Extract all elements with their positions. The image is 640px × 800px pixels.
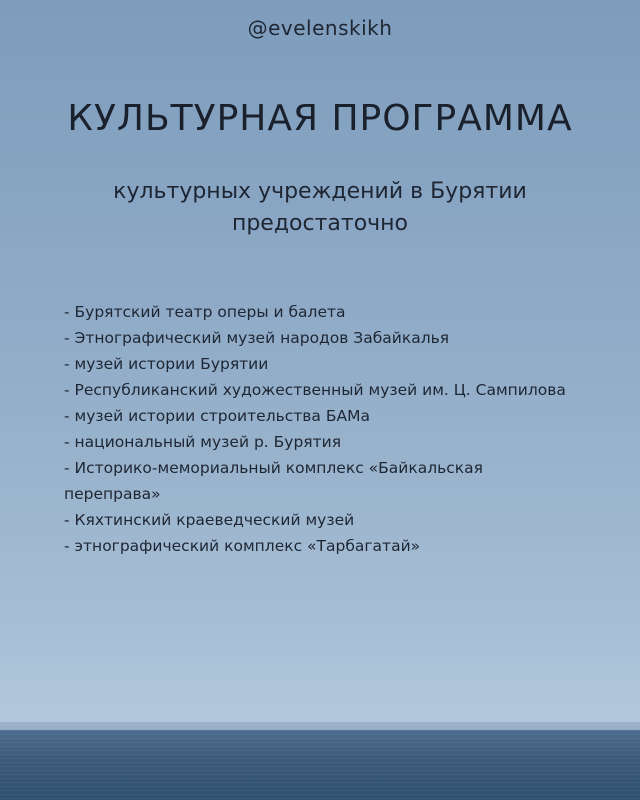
- list-item: - Этнографический музей народов Забайкалья: [64, 329, 450, 347]
- list-item: - музей истории Бурятии: [64, 355, 269, 373]
- subtitle-line-1: культурных учреждений в Бурятии: [113, 179, 527, 204]
- page-title: КУЛЬТУРНАЯ ПРОГРАММА: [67, 98, 573, 139]
- list-item: - этнографический комплекс «Тарбагатай»: [64, 537, 421, 555]
- subtitle: [60, 176, 580, 240]
- list-item: - Кяхтинский краеведческий музей: [64, 511, 355, 529]
- sea-ripples: [0, 730, 640, 800]
- author-handle: @evelenskikh: [247, 16, 393, 40]
- list-item: - Историко-мемориальный комплекс «Байкальская переправа»: [64, 459, 483, 503]
- list-item: - национальный музей р. Бурятия: [64, 433, 342, 451]
- list-item: - музей истории строительства БАМа: [64, 407, 370, 425]
- list-item: - Бурятский театр оперы и балета: [64, 303, 346, 321]
- list-item: - Республиканский художественный музей им. Ц. Сампилова: [64, 381, 566, 399]
- subtitle-line-2: предостаточно: [231, 211, 409, 236]
- museum-list: [64, 299, 584, 559]
